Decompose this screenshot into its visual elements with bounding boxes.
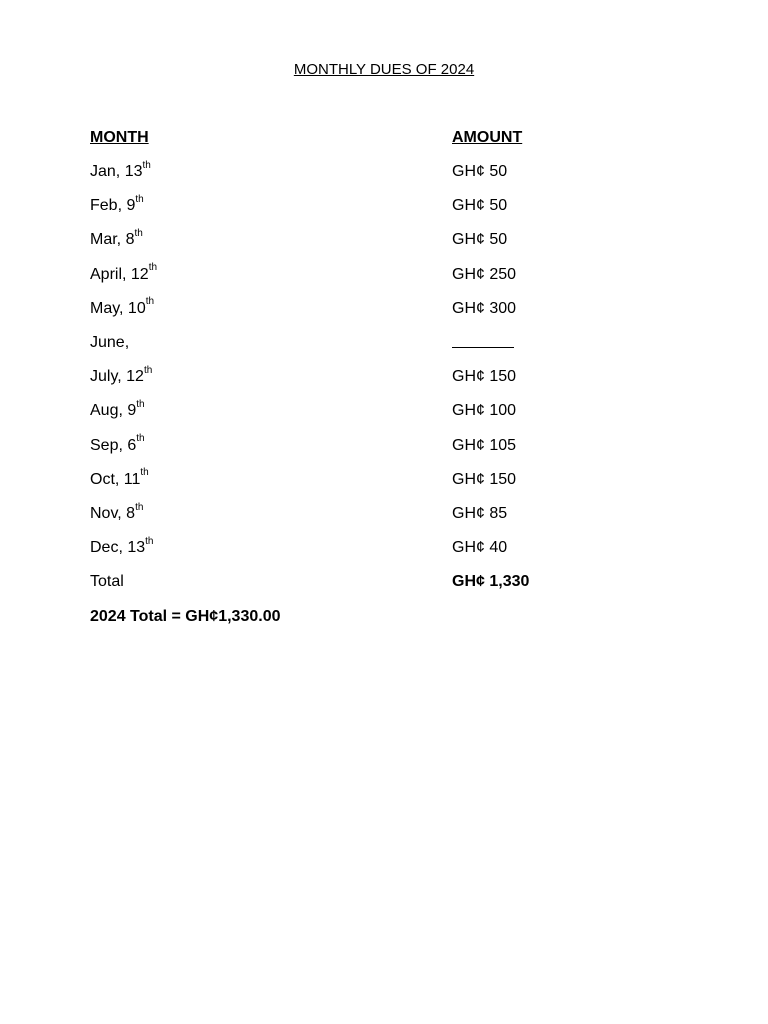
table-row	[90, 400, 690, 434]
amount-cell: GH¢ 50	[452, 163, 508, 180]
table-row	[90, 469, 690, 503]
month-cell: May, 10th	[90, 296, 155, 317]
amount-cell: GH¢ 50	[452, 197, 508, 215]
amount-cell: GH¢ 250	[452, 265, 517, 283]
table-row	[90, 264, 690, 298]
month-cell: Sep, 6th	[90, 433, 145, 454]
amount-column-header: AMOUNT	[452, 129, 523, 146]
table-row	[90, 503, 690, 537]
table-row	[90, 435, 690, 469]
amount-cell: GH¢ 300	[452, 299, 517, 317]
document-title: MONTHLY DUES OF 2024	[293, 61, 475, 78]
month-cell: Aug, 9th	[90, 398, 145, 420]
month-cell: June,	[90, 333, 130, 351]
table-row	[90, 229, 690, 263]
month-cell: April, 12th	[90, 262, 158, 283]
total-amount: GH¢ 1,330	[452, 573, 530, 591]
table-row	[90, 537, 690, 571]
table-row	[90, 298, 690, 332]
table-row	[90, 195, 690, 229]
amount-cell: GH¢ 150	[452, 470, 517, 488]
amount-cell: GH¢ 85	[452, 504, 508, 522]
blank-amount-line	[452, 332, 514, 355]
grand-total-line: 2024 Total = GH¢1,330.00	[90, 608, 281, 625]
amount-cell: GH¢ 105	[452, 436, 517, 454]
month-cell: Oct, 11th	[90, 467, 149, 488]
total-row	[90, 571, 690, 605]
table-row	[90, 366, 690, 400]
table-row	[90, 161, 690, 195]
month-cell: July, 12th	[90, 364, 153, 386]
month-column-header: MONTH	[90, 129, 149, 146]
amount-cell: GH¢ 150	[452, 368, 517, 386]
dues-table	[90, 161, 690, 605]
month-cell: Mar, 8th	[90, 228, 143, 249]
month-cell: Nov, 8th	[90, 501, 144, 522]
table-header	[90, 127, 690, 149]
month-cell: Feb, 9th	[90, 193, 144, 215]
amount-cell: GH¢ 100	[452, 402, 517, 420]
month-cell: Jan, 13th	[90, 159, 151, 180]
table-row	[90, 332, 690, 366]
amount-cell: GH¢ 40	[452, 539, 508, 557]
month-cell: Dec, 13th	[90, 535, 154, 557]
total-label: Total	[90, 573, 124, 591]
amount-cell: GH¢ 50	[452, 231, 508, 249]
